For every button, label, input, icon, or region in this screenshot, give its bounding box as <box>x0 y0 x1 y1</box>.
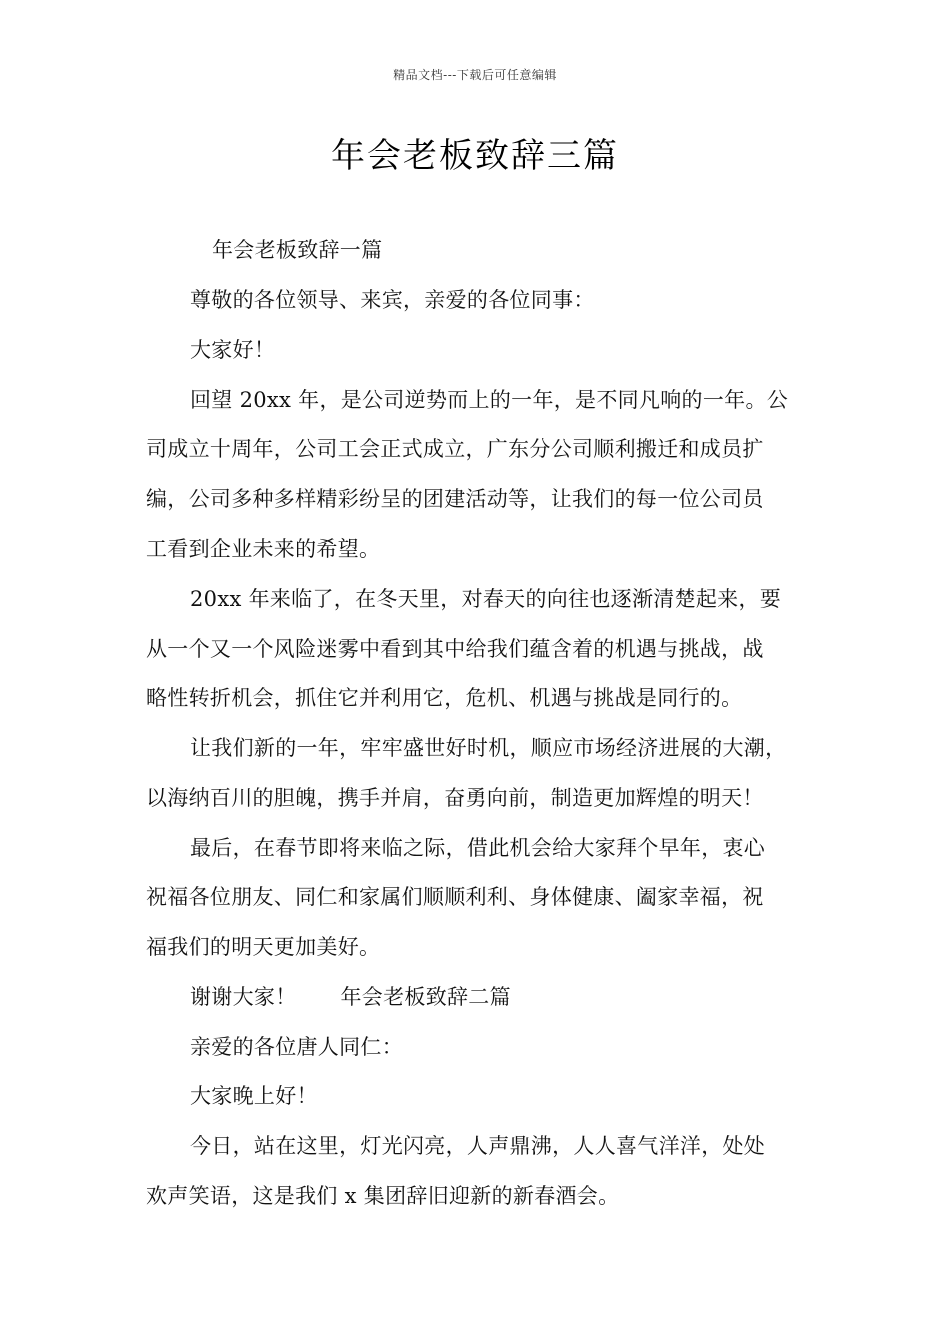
section1-para1-line1: 回望 20xx 年，是公司逆势而上的一年，是不同凡响的一年。公 <box>190 388 789 412</box>
section2-heading: 年会老板致辞二篇 <box>340 985 511 1009</box>
section1-para3-line2: 以海纳百川的胆魄，携手并肩，奋勇向前，制造更加辉煌的明天！ <box>146 786 764 810</box>
section2-para1-line2: 欢声笑语，这是我们 x 集团辞旧迎新的新春酒会。 <box>146 1184 620 1208</box>
section1-para1-line3: 编，公司多种多样精彩纷呈的团建活动等，让我们的每一位公司员 <box>146 487 764 511</box>
section1-greeting: 大家好！ <box>190 338 276 362</box>
section1-closing: 谢谢大家！ <box>190 985 297 1009</box>
section1-para2-line1: 20xx 年来临了，在冬天里，对春天的向往也逐渐清楚起来，要 <box>190 587 782 611</box>
document-title: 年会老板致辞三篇 <box>331 136 619 176</box>
section1-para4-line1: 最后，在春节即将来临之际，借此机会给大家拜个早年，衷心 <box>190 836 766 860</box>
section1-para2-line3: 略性转折机会，抓住它并利用它，危机、机遇与挑战是同行的。 <box>146 686 743 710</box>
section1-para4-line2: 祝福各位朋友、同仁和家属们顺顺利利、身体健康、阖家幸福，祝 <box>146 885 764 909</box>
section2-greeting: 大家晚上好！ <box>190 1084 318 1108</box>
section1-para4-line3: 福我们的明天更加美好。 <box>146 935 381 959</box>
section1-para1-line2: 司成立十周年，公司工会正式成立，广东分公司顺利搬迁和成员扩 <box>146 437 764 461</box>
section1-para1-line4: 工看到企业未来的希望。 <box>146 537 381 561</box>
closing-and-heading-line <box>190 981 880 1013</box>
section1-para2-line2: 从一个又一个风险迷雾中看到其中给我们蕴含着的机遇与挑战，战 <box>146 637 764 661</box>
header-note: 精品文档---下载后可任意编辑 <box>393 68 557 82</box>
section2-para1-line1: 今日，站在这里，灯光闪亮，人声鼎沸，人人喜气洋洋，处处 <box>190 1134 766 1158</box>
section1-para3-line1: 让我们新的一年，牢牢盛世好时机，顺应市场经济进展的大潮， <box>190 736 787 760</box>
section1-heading: 年会老板致辞一篇 <box>212 238 383 262</box>
section2-salutation: 亲爱的各位唐人同仁： <box>190 1035 403 1059</box>
section1-salutation: 尊敬的各位领导、来宾，亲爱的各位同事： <box>190 288 595 312</box>
